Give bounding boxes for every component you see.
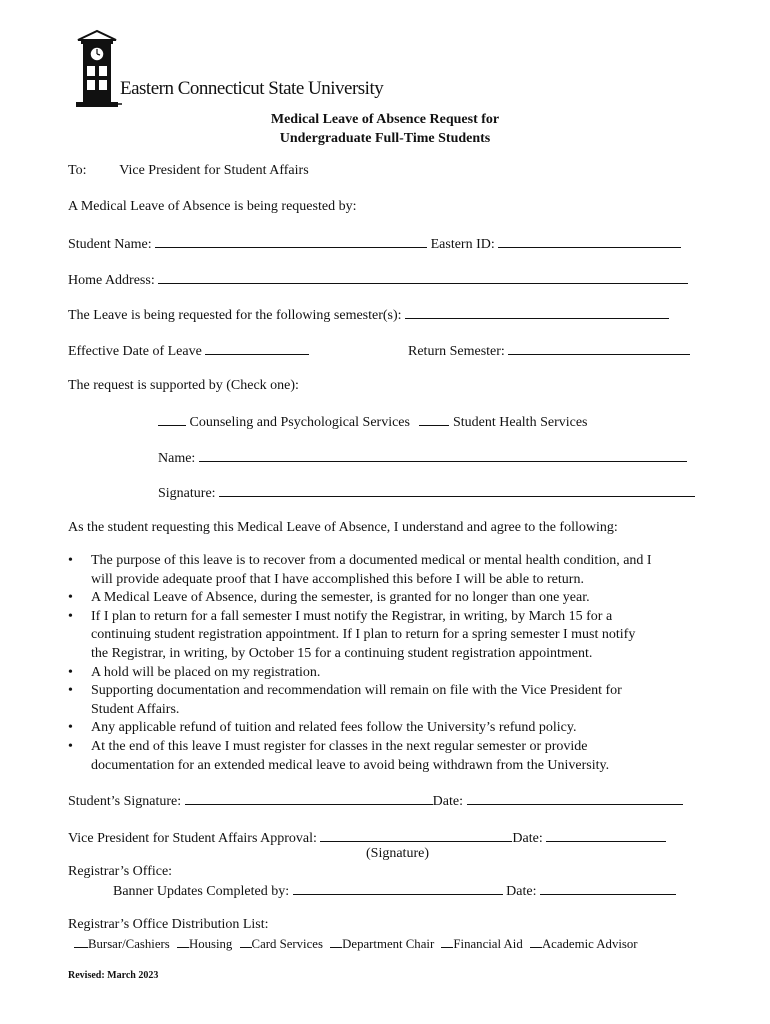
to-recipient: Vice President for Student Affairs: [119, 163, 309, 178]
vp-date-label: Date:: [512, 831, 543, 846]
student-name-row: [68, 235, 681, 253]
semesters-row: [68, 306, 669, 324]
banner-date-label: Date:: [506, 884, 537, 899]
return-semester-field[interactable]: [508, 342, 690, 355]
return-semester-label: Return Semester:: [408, 344, 505, 359]
banner-updates-label: Banner Updates Completed by:: [113, 884, 290, 899]
form-title-line-1: Medical Leave of Absence Request for: [270, 112, 500, 127]
distribution-check-department-chair[interactable]: [330, 935, 342, 948]
semesters-field[interactable]: [405, 306, 669, 319]
health-services-option-label: Student Health Services: [452, 415, 588, 430]
university-name: Eastern Connecticut State University: [120, 78, 384, 99]
distribution-check-housing[interactable]: [177, 935, 189, 948]
support-options-row: [158, 413, 588, 431]
distribution-item-academic-advisor: Academic Advisor: [541, 937, 638, 951]
vp-signature-field[interactable]: [320, 829, 512, 842]
agreement-item: • A Medical Leave of Absence, during the semester, is granted for no longer than one year.: [68, 589, 708, 608]
banner-date-field[interactable]: [540, 882, 676, 895]
supporter-signature-row: [158, 484, 695, 502]
student-date-label: Date:: [432, 794, 463, 809]
vp-approval-label: Vice President for Student Affairs Approval:: [68, 831, 317, 846]
home-address-row: [68, 271, 688, 289]
distribution-item-housing: Housing: [188, 937, 233, 951]
agreement-item: • At the end of this leave I must register for classes in the next regular semester or provide documentation for an extended medical leave to avoid being withdrawn from the University.: [68, 738, 708, 775]
form-title-line-2: Undergraduate Full-Time Students: [279, 131, 491, 146]
agreement-item: • Supporting documentation and recommendation will remain on file with the Vice President for Student Affairs.: [68, 682, 708, 719]
return-semester-row: [408, 342, 690, 360]
signature-caption: (Signature): [366, 846, 429, 861]
supporter-name-row: [158, 449, 687, 467]
eastern-id-field[interactable]: [498, 235, 681, 248]
effective-date-row: [68, 342, 309, 360]
distribution-item-card-services: Card Services: [251, 937, 323, 951]
distribution-check-card-services[interactable]: [240, 935, 252, 948]
agreement-list: [68, 552, 708, 775]
supported-by-text: The request is supported by (Check one):: [68, 378, 299, 393]
student-signature-field[interactable]: [185, 792, 433, 805]
to-label: To:: [68, 163, 87, 178]
effective-date-field[interactable]: [205, 342, 309, 355]
supporter-signature-label: Signature:: [158, 486, 216, 501]
home-address-label: Home Address:: [68, 273, 155, 288]
distribution-check-bursar[interactable]: [74, 935, 88, 948]
agreement-item: • The purpose of this leave is to recover from a documented medical or mental health condition, and I will provide adequate proof that I have accomplished this before I will be able to return.: [68, 552, 708, 589]
distribution-list: [74, 935, 638, 952]
vp-approval-row: [68, 829, 666, 847]
to-line: [68, 163, 309, 179]
distribution-item-bursar: Bursar/Cashiers: [88, 937, 170, 951]
student-date-field[interactable]: [467, 792, 683, 805]
home-address-field[interactable]: [158, 271, 688, 284]
registrar-office-label: Registrar’s Office:: [68, 864, 173, 879]
semesters-label: The Leave is being requested for the following semester(s):: [68, 308, 402, 323]
student-signature-row: [68, 792, 683, 810]
supporter-name-field[interactable]: [199, 449, 687, 462]
distribution-check-academic-advisor[interactable]: [530, 935, 542, 948]
health-services-checkbox[interactable]: [419, 413, 449, 426]
requested-by-text: A Medical Leave of Absence is being requested by:: [68, 199, 357, 214]
agreement-intro: As the student requesting this Medical Leave of Absence, I understand and agree to the following:: [68, 520, 618, 535]
distribution-item-financial-aid: Financial Aid: [453, 937, 523, 951]
counseling-checkbox[interactable]: [158, 413, 186, 426]
distribution-label: Registrar’s Office Distribution List:: [68, 917, 269, 932]
agreement-item: • Any applicable refund of tuition and related fees follow the University’s refund policy.: [68, 719, 708, 738]
vp-date-field[interactable]: [546, 829, 666, 842]
agreement-item: • A hold will be placed on my registration.: [68, 664, 708, 683]
distribution-item-department-chair: Department Chair: [342, 937, 435, 951]
student-name-field[interactable]: [155, 235, 427, 248]
agreement-item: • If I plan to return for a fall semester I must notify the Registrar, in writing, by March 15 for a continuing student registration appointment. If I plan to return for a spring semester I must notify the Registrar, in writing, by October 15 for a continuing student registration appointment.: [68, 608, 708, 664]
revised-date: Revised: March 2023: [68, 970, 159, 981]
eastern-id-label: Eastern ID:: [430, 237, 495, 252]
effective-date-label: Effective Date of Leave: [68, 344, 202, 359]
distribution-check-financial-aid[interactable]: [441, 935, 453, 948]
student-signature-label: Student’s Signature:: [68, 794, 182, 809]
counseling-option-label: Counseling and Psychological Services: [189, 415, 410, 430]
supporter-signature-field[interactable]: [219, 484, 695, 497]
clock-tower-icon: [72, 28, 122, 108]
banner-updates-row: [113, 882, 676, 900]
student-name-label: Student Name:: [68, 237, 152, 252]
university-logo: [72, 28, 384, 108]
banner-updates-field[interactable]: [293, 882, 503, 895]
supporter-name-label: Name:: [158, 451, 196, 466]
